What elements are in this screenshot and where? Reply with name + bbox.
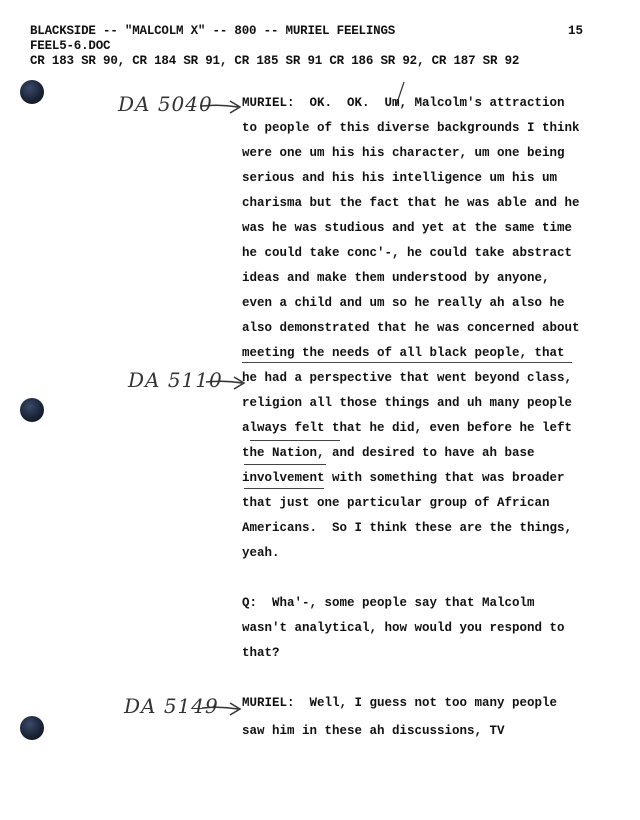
document-header xyxy=(30,24,519,69)
transcript-line: serious and his his intelligence um his um xyxy=(242,171,558,185)
transcript-line: Americans. So I think these are the things, xyxy=(242,521,573,535)
transcript-line: MURIEL: Well, I guess not too many people xyxy=(242,696,558,710)
transcript-line: involvement with something that was broader xyxy=(242,471,565,485)
transcript-line: the Nation, and desired to have ah base xyxy=(242,446,535,460)
transcript-line: were one um his his character, um one being xyxy=(242,146,565,160)
transcript-line: religion all those things and uh many people xyxy=(242,396,573,410)
transcript-line: saw him in these ah discussions, TV xyxy=(242,724,505,738)
transcript-line: to people of this diverse backgrounds I think xyxy=(242,121,580,135)
transcript-line: wasn't analytical, how would you respond to xyxy=(242,621,565,635)
margin-note-text: DA 5110 xyxy=(128,368,223,392)
transcript-line: was he was studious and yet at the same time xyxy=(242,221,573,235)
header-reel-codes: CR 183 SR 90, CR 184 SR 91, CR 185 SR 91 CR 186 SR 92, CR 187 SR 92 xyxy=(30,54,520,68)
margin-note-text: DA 5149 xyxy=(124,694,219,718)
transcript-line: he could take conc'-, he could take abstract xyxy=(242,246,573,260)
transcript-line: that just one particular group of African xyxy=(242,496,550,510)
arrow-icon xyxy=(200,96,244,118)
transcript-line: meeting the needs of all black people, that xyxy=(242,346,565,360)
header-filename: FEEL5-6.DOC xyxy=(30,39,111,53)
transcript-line: always felt that he did, even before he left xyxy=(242,421,573,435)
margin-note-1 xyxy=(118,92,213,116)
underline-mark xyxy=(242,362,572,363)
transcript-line: yeah. xyxy=(242,546,280,560)
transcript-line: also demonstrated that he was concerned about xyxy=(242,321,580,335)
transcript-line: even a child and um so he really ah also he xyxy=(242,296,565,310)
punch-hole-bottom xyxy=(20,716,44,740)
underline-mark xyxy=(244,464,326,465)
header-title: BLACKSIDE -- "MALCOLM X" -- 800 -- MURIEL FEELINGS xyxy=(30,24,396,38)
underline-mark xyxy=(250,440,340,441)
arrow-icon xyxy=(200,698,244,720)
punch-hole-top xyxy=(20,80,44,104)
page-number: 15 xyxy=(568,24,584,38)
transcript-line: he had a perspective that went beyond class, xyxy=(242,371,573,385)
underline-mark xyxy=(244,488,324,489)
transcript-line: that? xyxy=(242,646,280,660)
transcript-line: MURIEL: OK. OK. Um, Malcolm's attraction xyxy=(242,96,565,110)
transcript-line: Q: Wha'-, some people say that Malcolm xyxy=(242,596,535,610)
punch-hole-middle xyxy=(20,398,44,422)
transcript-line: charisma but the fact that he was able and he xyxy=(242,196,580,210)
transcript-line: ideas and make them understood by anyone, xyxy=(242,271,550,285)
margin-note-text: DA 5040 xyxy=(118,92,213,116)
